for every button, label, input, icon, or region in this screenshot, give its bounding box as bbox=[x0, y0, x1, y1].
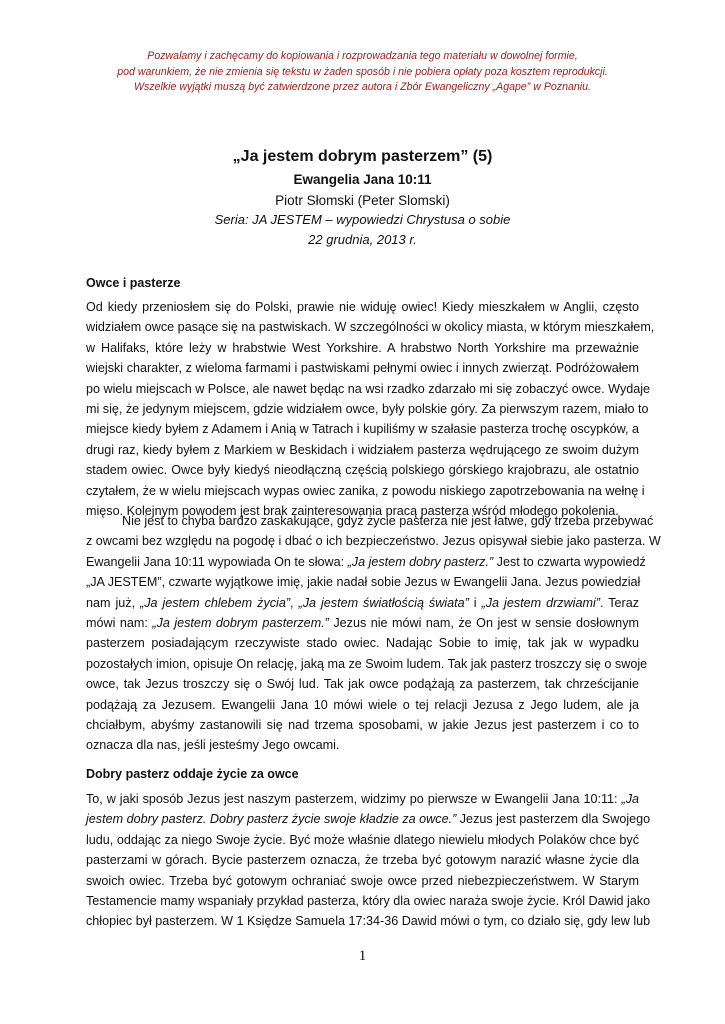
text-line: Testamencie mamy wspaniały przykład pasterza, który dla owiec naraża swoje życie. Król Dawid jako bbox=[86, 893, 651, 908]
text-line: „JA JESTEM”, czwarte wyjątkowe imię, jakie nadał sobie Jezus w Ewangelii Jana. Jezus powiedział bbox=[86, 575, 641, 590]
text-line: ludu, oddając za niego Swoje życie. Być może właśnie dlatego niewielu młodych Polaków chce być bbox=[86, 832, 639, 847]
text-run: , bbox=[290, 595, 299, 610]
text-line: mi się, że jedynym miejscem, gdzie widziałem owce, były polskie góry. Za pierwszym razem, miało to bbox=[86, 401, 649, 416]
scripture-reference: Ewangelia Jana 10:11 bbox=[293, 172, 432, 187]
text-line: pasterzem posiadającym rzeczywiste stado owiec. Nadając Sobie to imię, tak jak w wypadku bbox=[86, 636, 639, 651]
text-line bbox=[86, 552, 646, 572]
text-line bbox=[86, 593, 639, 613]
quote: „Ja bbox=[621, 792, 639, 806]
text-line bbox=[86, 789, 639, 809]
paragraph bbox=[86, 511, 661, 756]
text-line: czytałem, że w wielu miejscach wypas owiec zanika, z powodu niskiego zapotrzebowania na wełnę i bbox=[86, 483, 645, 498]
sermon-title: „Ja jestem dobrym pasterzem” (5) bbox=[232, 148, 493, 165]
text-line: swoich owiec. Trzeba być gotowym ochraniać swoje owce przed niebezpieczeństwem. W Starym bbox=[86, 873, 639, 888]
copyright-notice bbox=[60, 49, 665, 96]
section-heading: Owce i pasterze bbox=[86, 276, 181, 290]
text-run: Ewangelii Jana 10:11 wypowiada On te słowa: bbox=[86, 554, 348, 569]
text-line: drugi raz, kiedy byłem z Markiem w Beskidach i widziałem pasterza wędrującego ze swoim dużym bbox=[86, 442, 639, 457]
text-run: Jest to czwarta wypowiedź bbox=[493, 554, 646, 569]
text-run: To, w jaki sposób Jezus jest naszym pasterzem, widzimy po pierwsze w Ewangelii Jana 10:11: bbox=[86, 792, 622, 806]
notice-line: Wszelkie wyjątki muszą być zatwierdzone przez autora i Zbór Ewangeliczny „Agape” w Poznaniu. bbox=[134, 81, 591, 93]
text-line: chłopiec był pasterzem. W 1 Księdze Samuela 17:34-36 Dawid mówi o tym, co działo się, gdy lew lub bbox=[86, 914, 651, 929]
series-name: Seria: JA JESTEM – wypowiedzi Chrystusa o sobie bbox=[214, 212, 511, 227]
notice-line: Pozwalamy i zachęcamy do kopiowania i rozprowadzania tego materiału w dowolnej formie, bbox=[147, 50, 578, 62]
text-line: podążają za Jezusem. Ewangelii Jana 10 mówi wiele o tej relacji Jezusa z Jego ludem, ale ja bbox=[86, 697, 639, 712]
quote: „Ja jestem dobrym pasterzem.” bbox=[152, 615, 329, 630]
text-line: widziałem owce pasące się na pastwiskach. W szczególności w okolicy miasta, w którym mieszkałem, bbox=[86, 320, 655, 335]
text-run: mówi nam: bbox=[86, 615, 153, 630]
text-line: owce, tak Jezus troszczy się o Swój lud. Tak jak owce podążają za pasterzem, tak chrześcijanie bbox=[86, 677, 639, 692]
text-run: Jezus nie mówi nam, że On jest w sensie dosłownym bbox=[328, 615, 639, 630]
author-name: Piotr Słomski (Peter Slomski) bbox=[275, 193, 450, 208]
text-line: po wielu miejscach w Polsce, ale nawet będąc na wsi rzadko zdarzało mi się zobaczyć owce. Wydaje bbox=[86, 381, 651, 396]
quote: jestem dobry pasterz. Dobry pasterz życie swoje kładzie za owce.” bbox=[86, 812, 457, 827]
text-line: wiejski charakter, z wieloma farmami i pastwiskami pełnymi owiec i innych zwierząt. Podróżowałem bbox=[86, 361, 639, 376]
quote: „Ja jestem światłością świata” bbox=[298, 595, 469, 610]
quote: „Ja jestem chlebem życia” bbox=[140, 595, 291, 610]
paragraph bbox=[86, 789, 651, 932]
sermon-date: 22 grudnia, 2013 r. bbox=[308, 232, 417, 247]
text-line: pozostałych imion, opisuje On relację, jaką ma ze Swoim ludem. Tak jak pasterz troszczy się o swoje bbox=[86, 656, 648, 671]
quote: „Ja jestem dobry pasterz.” bbox=[347, 554, 494, 569]
text-line bbox=[86, 809, 651, 829]
quote: „Ja jestem drzwiami” bbox=[481, 595, 600, 610]
section-heading: Dobry pasterz oddaje życie za owce bbox=[86, 767, 299, 781]
text-run: . Teraz bbox=[599, 595, 640, 610]
text-line: mięso. Kolejnym powodem jest brak zainteresowania pracą pasterza wśród młodego pokolenia. bbox=[86, 503, 619, 518]
notice-line: pod warunkiem, że nie zmienia się tekstu w żaden sposób i nie pobiera opłaty poza kosztem reprodukcji. bbox=[117, 65, 608, 78]
text-line: pasterzami w górach. Bycie pasterzem oznacza, że trzeba być gotowym narazić własne życie dla bbox=[86, 853, 639, 868]
text-line: stadem owiec. Owce były kiedyś nieodłączną częścią polskiego górskiego krajobrazu, ale ostatnio bbox=[86, 463, 639, 478]
text-line: Nie jest to chyba bardzo zaskakujące, gdyż życie pasterza nie jest łatwe, gdy trzeba przebywać bbox=[122, 514, 654, 528]
text-run: nam już, bbox=[86, 595, 141, 610]
text-line: w Halifaks, które leży w hrabstwie West Yorkshire. A hrabstwo North Yorkshire ma przeważnie bbox=[86, 340, 639, 355]
text-line: Od kiedy przeniosłem się do Polski, prawie nie widuję owiec! Kiedy mieszkałem w Anglii, często bbox=[86, 300, 639, 314]
text-line: oznacza dla nas, jeśli jesteśmy Jego owcami. bbox=[86, 738, 340, 753]
text-line bbox=[86, 613, 639, 633]
text-run: i bbox=[468, 595, 482, 610]
text-run: Jezus jest pasterzem dla Swojego bbox=[456, 812, 651, 827]
text-line: chciałbym, abyśmy zastanowili się nad trzema sposobami, w jakie Jezus jest pasterzem i co to bbox=[86, 717, 639, 732]
text-line: z owcami bez względu na pogodę i dbać o ich bezpieczeństwo. Jezus opisywał siebie jako pasterza. W bbox=[86, 534, 661, 549]
text-line: miejsce kiedy byłem z Adamem i Anią w Tatrach i kupiliśmy w szałasie pasterza trochę oscypków, a bbox=[86, 422, 639, 437]
page-number: 1 bbox=[358, 948, 367, 964]
